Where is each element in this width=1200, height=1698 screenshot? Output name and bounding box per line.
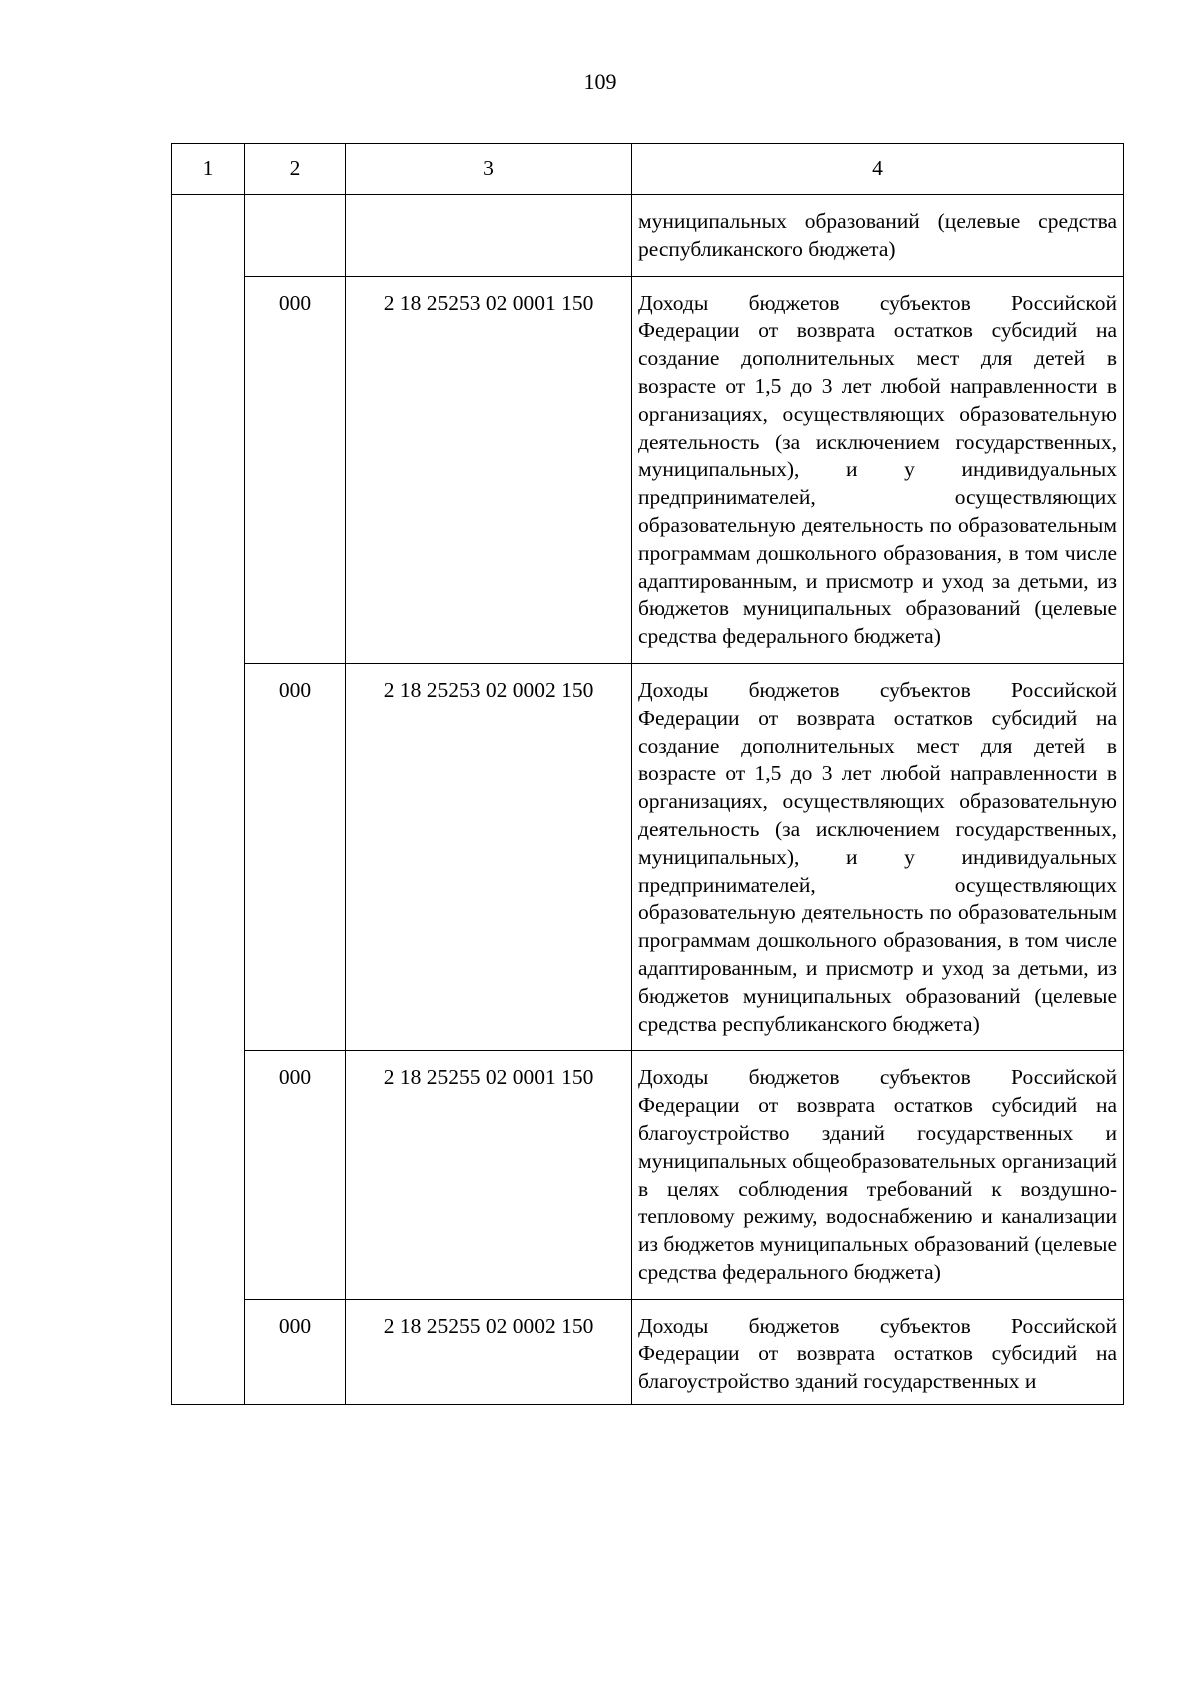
admin-code-cell: 000: [245, 1299, 346, 1404]
column-1-merged-cell: [172, 195, 245, 1405]
description-cell: муниципальных образований (целевые средства республиканского бюджета): [632, 195, 1124, 277]
header-col-4: 4: [632, 144, 1124, 195]
budget-code-cell: 2 18 25253 02 0002 150: [346, 663, 632, 1050]
budget-code-cell: [346, 195, 632, 277]
admin-code-cell: [245, 195, 346, 277]
budget-code-cell: 2 18 25255 02 0001 150: [346, 1051, 632, 1299]
admin-code-cell: 000: [245, 1051, 346, 1299]
header-col-1: 1: [172, 144, 245, 195]
table-row: [172, 195, 1124, 277]
table-row: [172, 276, 1124, 663]
description-cell: Доходы бюджетов субъектов Российской Федерации от возврата остатков субсидий на создание дополнительных мест для детей в возрасте от 1,5 до 3 лет любой направленности в организациях, осуществляющих образовательную деятельность (за исключением государственных, муниципальных), и у индивидуальных предпринимателей, осуществляющих образовательную деятельность по образовательным программам дошкольного образования, в том числе адаптированным, и присмотр и уход за детьми, из бюджетов муниципальных образований (целевые средства федерального бюджета): [632, 276, 1124, 663]
table-row: [172, 663, 1124, 1050]
budget-code-cell: 2 18 25253 02 0001 150: [346, 276, 632, 663]
admin-code-cell: 000: [245, 276, 346, 663]
table-header-row: [172, 144, 1124, 195]
header-col-2: 2: [245, 144, 346, 195]
table-row: [172, 1051, 1124, 1299]
budget-codes-table: [171, 143, 1124, 1405]
description-cell: Доходы бюджетов субъектов Российской Федерации от возврата остатков субсидий на благоустройство зданий государственных и муниципальных общеобразовательных организаций в целях соблюдения требований к воздушно-тепловому режиму, водоснабжению и канализации из бюджетов муниципальных образований (целевые средства федерального бюджета): [632, 1051, 1124, 1299]
admin-code-cell: 000: [245, 663, 346, 1050]
table-row: [172, 1299, 1124, 1404]
header-col-3: 3: [346, 144, 632, 195]
description-cell: Доходы бюджетов субъектов Российской Федерации от возврата остатков субсидий на создание дополнительных мест для детей в возрасте от 1,5 до 3 лет любой направленности в организациях, осуществляющих образовательную деятельность (за исключением государственных, муниципальных), и у индивидуальных предпринимателей, осуществляющих образовательную деятельность по образовательным программам дошкольного образования, в том числе адаптированным, и присмотр и уход за детьми, из бюджетов муниципальных образований (целевые средства республиканского бюджета): [632, 663, 1124, 1050]
description-cell: Доходы бюджетов субъектов Российской Федерации от возврата остатков субсидий на благоустройство зданий государственных и: [632, 1299, 1124, 1404]
page-number: 109: [583, 69, 617, 94]
budget-code-cell: 2 18 25255 02 0002 150: [346, 1299, 632, 1404]
